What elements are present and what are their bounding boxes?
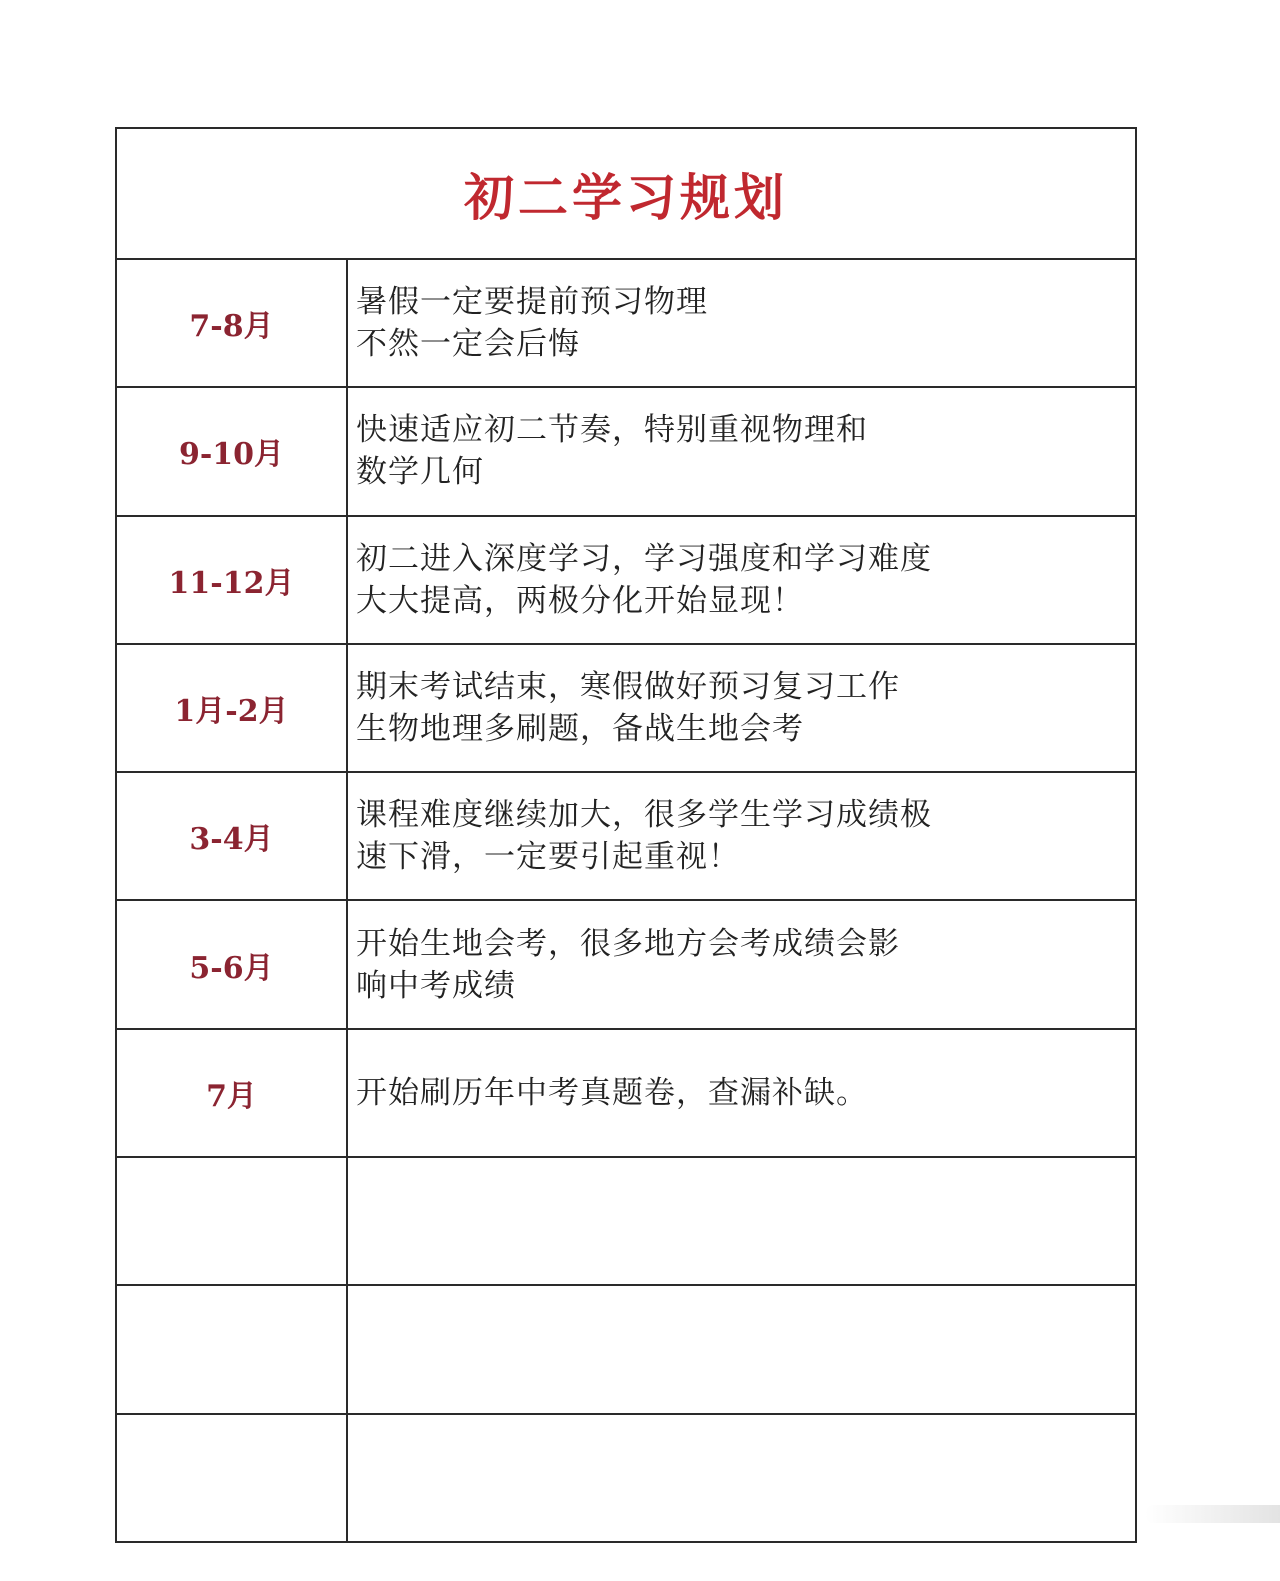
- plan-line: 速下滑，一定要引起重视！: [356, 839, 740, 876]
- plan-line: 课程难度继续加大，很多学生学习成绩极: [356, 797, 932, 834]
- table-row: [117, 773, 1135, 901]
- plan-cell: [348, 645, 1135, 771]
- table-row-empty: [117, 1158, 1135, 1286]
- plan-line: 数学几何: [356, 454, 484, 491]
- table-row-empty: [117, 1415, 1135, 1541]
- plan-line: 期末考试结束，寒假做好预习复习工作: [356, 669, 900, 706]
- plan-line: 开始刷历年中考真题卷，查漏补缺。: [356, 1074, 868, 1111]
- table-row: [117, 388, 1135, 516]
- plan-cell: [348, 901, 1135, 1027]
- plan-line: 开始生地会考，很多地方会考成绩会影: [356, 925, 900, 962]
- plan-line: 生物地理多刷题，备战生地会考: [356, 711, 804, 748]
- study-plan-table: [115, 127, 1137, 1543]
- plan-cell: [348, 1286, 1135, 1412]
- plan-rows: [117, 260, 1135, 1541]
- table-row: [117, 260, 1135, 388]
- table-row: [117, 645, 1135, 773]
- month-cell: [117, 1286, 348, 1412]
- plan-cell: [348, 388, 1135, 514]
- plan-cell: [348, 1415, 1135, 1541]
- plan-cell: [348, 1030, 1135, 1156]
- page-title: 初二学习规划: [464, 167, 788, 227]
- month-cell: 11-12月: [117, 517, 348, 643]
- page-edge-shadow: [1145, 1505, 1280, 1523]
- plan-line: 快速适应初二节奏，特别重视物理和: [356, 412, 868, 449]
- table-row: [117, 901, 1135, 1029]
- month-cell: 7-8月: [117, 260, 348, 386]
- month-cell: 1月-2月: [117, 645, 348, 771]
- plan-line: 初二进入深度学习，学习强度和学习难度: [356, 540, 932, 577]
- month-cell: 3-4月: [117, 773, 348, 899]
- title-row: [117, 129, 1135, 260]
- month-cell: 9-10月: [117, 388, 348, 514]
- month-cell: [117, 1415, 348, 1541]
- plan-line: 响中考成绩: [356, 967, 516, 1004]
- table-row: [117, 517, 1135, 645]
- plan-cell: [348, 517, 1135, 643]
- plan-line: 大大提高，两极分化开始显现！: [356, 582, 804, 619]
- plan-line: 暑假一定要提前预习物理: [356, 284, 708, 321]
- month-cell: 7月: [117, 1030, 348, 1156]
- plan-cell: [348, 1158, 1135, 1284]
- plan-line: 不然一定会后悔: [356, 326, 580, 363]
- month-cell: 5-6月: [117, 901, 348, 1027]
- plan-cell: [348, 260, 1135, 386]
- plan-cell: [348, 773, 1135, 899]
- table-row: [117, 1030, 1135, 1158]
- month-cell: [117, 1158, 348, 1284]
- table-row-empty: [117, 1286, 1135, 1414]
